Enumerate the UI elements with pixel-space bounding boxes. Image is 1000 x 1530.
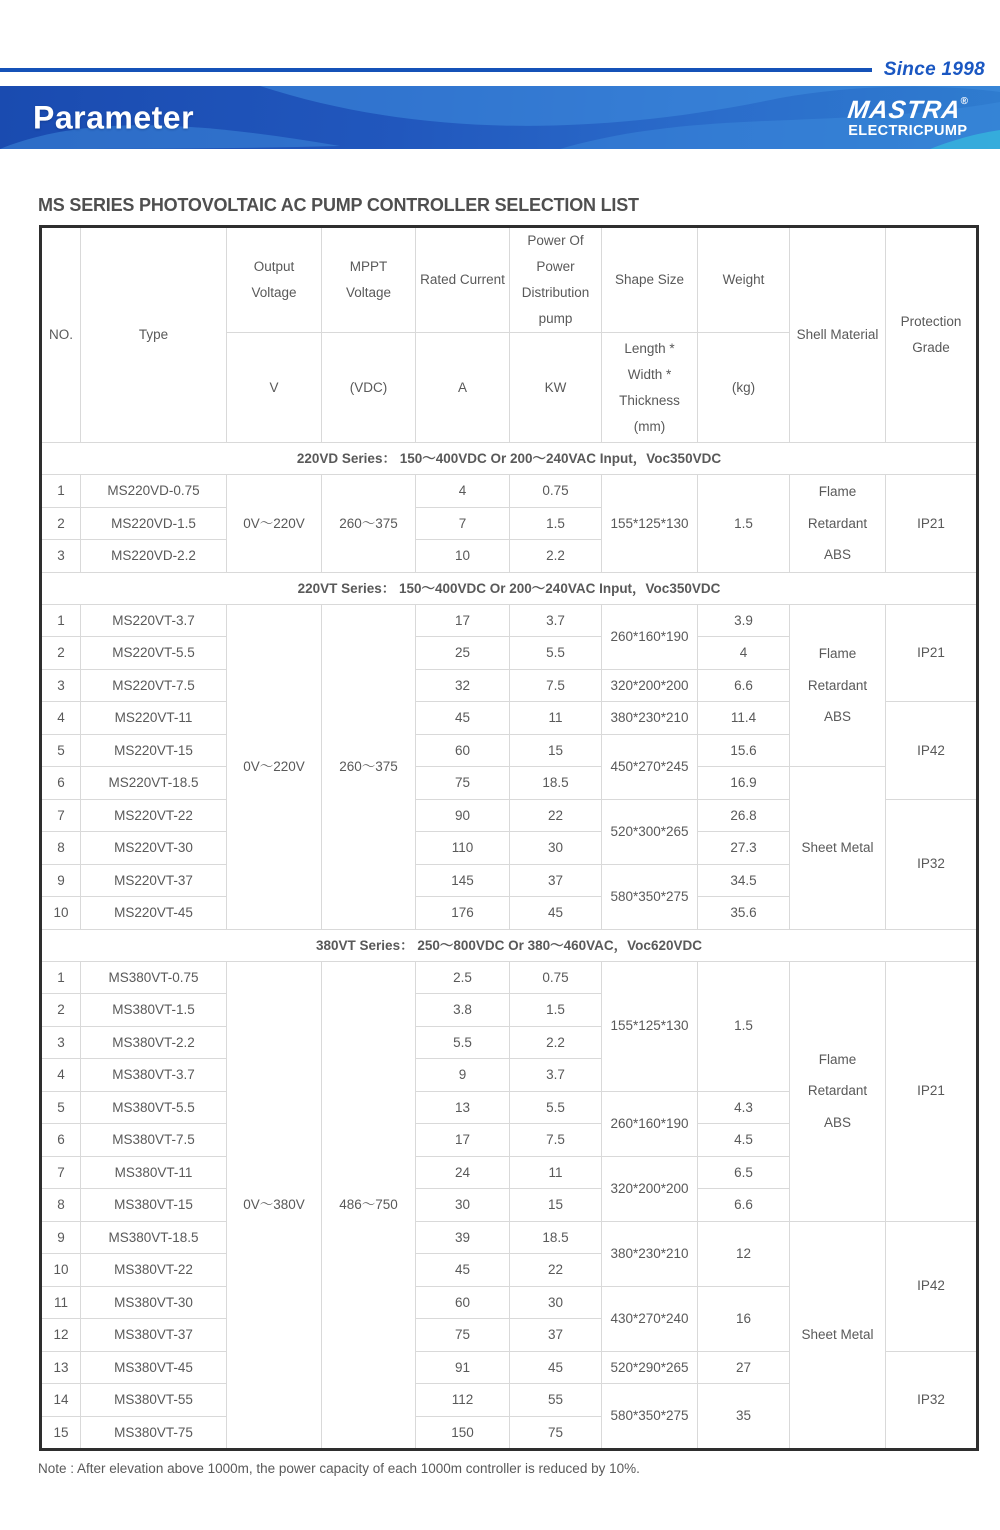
table-cell: MS220VD-0.75	[81, 475, 227, 508]
divider-line	[0, 68, 872, 72]
table-cell: 13	[416, 1091, 510, 1124]
col-header-mppt-voltage: MPPT Voltage	[322, 227, 416, 333]
table-cell: 260～375	[322, 475, 416, 573]
table-cell: MS380VT-22	[81, 1254, 227, 1287]
section-header-row	[41, 443, 978, 475]
table-cell: 380*230*210	[602, 1221, 698, 1286]
table-cell: 4	[416, 475, 510, 508]
table-cell: 7.5	[510, 1124, 602, 1157]
table-cell: 22	[510, 799, 602, 832]
table-cell: 155*125*130	[602, 475, 698, 573]
table-cell: 7	[41, 799, 81, 832]
table-cell: 30	[510, 1286, 602, 1319]
table-cell: 25	[416, 637, 510, 670]
table-row	[41, 604, 978, 637]
table-cell: 90	[416, 799, 510, 832]
table-cell: 75	[510, 1416, 602, 1450]
table-cell: 3	[41, 669, 81, 702]
table-cell: 11	[510, 1156, 602, 1189]
col-header-no: NO.	[41, 227, 81, 443]
table-cell: 8	[41, 1189, 81, 1222]
table-cell: 3	[41, 540, 81, 573]
page-banner	[0, 86, 1000, 149]
table-cell: MS380VT-55	[81, 1384, 227, 1417]
table-cell: 4.5	[698, 1124, 790, 1157]
table-cell: 2	[41, 637, 81, 670]
table-cell: 11	[510, 702, 602, 735]
col-header-type: Type	[81, 227, 227, 443]
brand-logo	[845, 95, 968, 139]
table-cell: MS220VT-30	[81, 832, 227, 865]
brand-wordmark	[845, 95, 968, 124]
table-cell: 450*270*245	[602, 734, 698, 799]
table-cell: Sheet Metal	[790, 767, 886, 930]
table-cell: 27	[698, 1351, 790, 1384]
table-cell: 176	[416, 897, 510, 930]
table-cell: 24	[416, 1156, 510, 1189]
table-cell: 4	[698, 637, 790, 670]
table-cell: 2.2	[510, 540, 602, 573]
table-cell: MS220VD-1.5	[81, 507, 227, 540]
table-cell: IP42	[886, 1221, 978, 1351]
table-cell: MS380VT-11	[81, 1156, 227, 1189]
table-cell: 486～750	[322, 961, 416, 1450]
table-cell: 39	[416, 1221, 510, 1254]
table-head	[41, 227, 978, 443]
table-cell: 5.5	[510, 637, 602, 670]
table-cell: 0V～220V	[227, 604, 322, 929]
table-cell: 60	[416, 734, 510, 767]
table-cell: 3.7	[510, 1059, 602, 1092]
table-cell: MS220VT-45	[81, 897, 227, 930]
table-cell: 260*160*190	[602, 1091, 698, 1156]
table-cell: 6.6	[698, 669, 790, 702]
table-cell: MS220VT-37	[81, 864, 227, 897]
table-cell: 11.4	[698, 702, 790, 735]
table-cell: 3.8	[416, 994, 510, 1027]
registered-mark-icon: ®	[960, 95, 968, 107]
table-cell: 7	[41, 1156, 81, 1189]
table-cell: 320*200*200	[602, 1156, 698, 1221]
table-cell: 5.5	[510, 1091, 602, 1124]
table-row	[41, 961, 978, 994]
table-cell: 5	[41, 1091, 81, 1124]
table-cell: 34.5	[698, 864, 790, 897]
section-title: 220VD Series： 150～400VDC Or 200～240VAC Input，Voc350VDC	[41, 443, 978, 475]
table-cell: 1	[41, 961, 81, 994]
table-cell: 37	[510, 864, 602, 897]
table-cell: Flame Retardant ABS	[790, 475, 886, 573]
unit-shape-size: Length * Width * Thickness (mm)	[602, 333, 698, 443]
table-cell: 17	[416, 1124, 510, 1157]
table-cell: MS380VT-18.5	[81, 1221, 227, 1254]
table-cell: MS220VT-11	[81, 702, 227, 735]
table-cell: 55	[510, 1384, 602, 1417]
table-cell: 26.8	[698, 799, 790, 832]
table-cell: 520*290*265	[602, 1351, 698, 1384]
table-cell: 12	[41, 1319, 81, 1352]
table-cell: 4.3	[698, 1091, 790, 1124]
table-cell: 0V～220V	[227, 475, 322, 573]
table-cell: IP21	[886, 475, 978, 573]
table-cell: 45	[416, 702, 510, 735]
table-cell: 7	[416, 507, 510, 540]
section-title: 380VT Series： 250～800VDC Or 380～460VAC，Voc620VDC	[41, 929, 978, 961]
col-header-output-voltage: Output Voltage	[227, 227, 322, 333]
table-cell: 0V～380V	[227, 961, 322, 1450]
table-cell: 45	[416, 1254, 510, 1287]
table-cell: 0.75	[510, 475, 602, 508]
table-cell: MS220VT-5.5	[81, 637, 227, 670]
table-cell: 30	[416, 1189, 510, 1222]
table-cell: 14	[41, 1384, 81, 1417]
table-cell: 1	[41, 475, 81, 508]
table-cell: MS380VT-37	[81, 1319, 227, 1352]
table-cell: 13	[41, 1351, 81, 1384]
table-cell: 580*350*275	[602, 864, 698, 929]
table-cell: 8	[41, 832, 81, 865]
table-cell: MS380VT-45	[81, 1351, 227, 1384]
table-cell: 10	[416, 540, 510, 573]
table-cell: 260*160*190	[602, 604, 698, 669]
table-cell: 4	[41, 1059, 81, 1092]
col-header-shape-size: Shape Size	[602, 227, 698, 333]
table-cell: 22	[510, 1254, 602, 1287]
table-row	[41, 767, 978, 800]
table-cell: 15	[41, 1416, 81, 1450]
table-cell: 16.9	[698, 767, 790, 800]
col-header-weight: Weight	[698, 227, 790, 333]
table-cell: 3	[41, 1026, 81, 1059]
table-cell: 75	[416, 1319, 510, 1352]
table-cell: 110	[416, 832, 510, 865]
table-cell: 18.5	[510, 1221, 602, 1254]
table-cell: MS380VT-0.75	[81, 961, 227, 994]
section-header-row	[41, 929, 978, 961]
section-title: 220VT Series： 150～400VDC Or 200～240VAC Input，Voc350VDC	[41, 572, 978, 604]
table-cell: 1.5	[510, 507, 602, 540]
table-cell: 520*300*265	[602, 799, 698, 864]
table-cell: MS220VT-15	[81, 734, 227, 767]
table-cell: MS220VT-3.7	[81, 604, 227, 637]
table-cell: 45	[510, 1351, 602, 1384]
table-cell: 9	[416, 1059, 510, 1092]
table-cell: 2.2	[510, 1026, 602, 1059]
since-label: Since 1998	[883, 59, 985, 80]
table-cell: 5	[41, 734, 81, 767]
unit-power: KW	[510, 333, 602, 443]
table-cell: MS380VT-3.7	[81, 1059, 227, 1092]
table-cell: 18.5	[510, 767, 602, 800]
table-cell: 12	[698, 1221, 790, 1286]
table-cell: 10	[41, 897, 81, 930]
table-cell: 3.9	[698, 604, 790, 637]
col-header-protection-grade: Protection Grade	[886, 227, 978, 443]
table-cell: 430*270*240	[602, 1286, 698, 1351]
table-cell: Sheet Metal	[790, 1221, 886, 1450]
table-cell: 1	[41, 604, 81, 637]
table-cell: 6.5	[698, 1156, 790, 1189]
table-cell: 17	[416, 604, 510, 637]
table-cell: 2	[41, 994, 81, 1027]
table-cell: 320*200*200	[602, 669, 698, 702]
page-title: Parameter	[33, 99, 195, 135]
table-cell: IP21	[886, 604, 978, 702]
table-cell: 155*125*130	[602, 961, 698, 1091]
table-cell: 6.6	[698, 1189, 790, 1222]
unit-weight: (kg)	[698, 333, 790, 443]
table-cell: 1.5	[510, 994, 602, 1027]
table-cell: Flame Retardant ABS	[790, 961, 886, 1221]
unit-output-voltage: V	[227, 333, 322, 443]
table-cell: 75	[416, 767, 510, 800]
table-cell: 16	[698, 1286, 790, 1351]
table-cell: IP42	[886, 702, 978, 800]
footnote: Note : After elevation above 1000m, the power capacity of each 1000m controller is reduced by 10%.	[38, 1461, 640, 1476]
table-cell: 4	[41, 702, 81, 735]
table-cell: MS380VT-75	[81, 1416, 227, 1450]
table-cell: 0.75	[510, 961, 602, 994]
table-cell: 45	[510, 897, 602, 930]
table-title: MS SERIES PHOTOVOLTAIC AC PUMP CONTROLLER SELECTION LIST	[38, 195, 639, 215]
table-cell: Flame Retardant ABS	[790, 604, 886, 767]
table-cell: 27.3	[698, 832, 790, 865]
table-cell: 15	[510, 1189, 602, 1222]
table-cell: 7.5	[510, 669, 602, 702]
table-cell: 145	[416, 864, 510, 897]
unit-rated-current: A	[416, 333, 510, 443]
table-cell: MS220VT-18.5	[81, 767, 227, 800]
table-cell: MS380VT-2.2	[81, 1026, 227, 1059]
col-header-power: Power Of Power Distribution pump	[510, 227, 602, 333]
table-cell: MS380VT-1.5	[81, 994, 227, 1027]
table-cell: IP32	[886, 1351, 978, 1450]
table-cell: MS380VT-7.5	[81, 1124, 227, 1157]
table-cell: 15	[510, 734, 602, 767]
since-strip	[0, 60, 1000, 80]
table-cell: 35.6	[698, 897, 790, 930]
table-cell: 35	[698, 1384, 790, 1450]
table-cell: 5.5	[416, 1026, 510, 1059]
table-cell: MS380VT-5.5	[81, 1091, 227, 1124]
table-cell: 1.5	[698, 475, 790, 573]
section-header-row	[41, 572, 978, 604]
table-cell: 37	[510, 1319, 602, 1352]
table-cell: 9	[41, 864, 81, 897]
table-cell: MS380VT-30	[81, 1286, 227, 1319]
table-cell: 1.5	[698, 961, 790, 1091]
table-cell: 11	[41, 1286, 81, 1319]
brand-name: MASTRA	[845, 95, 963, 124]
table-cell: 2.5	[416, 961, 510, 994]
table-cell: 15.6	[698, 734, 790, 767]
header-row-1	[41, 227, 978, 333]
table-cell: 150	[416, 1416, 510, 1450]
table-cell: 32	[416, 669, 510, 702]
table-cell: MS380VT-15	[81, 1189, 227, 1222]
table-cell: 580*350*275	[602, 1384, 698, 1450]
table-cell: IP32	[886, 799, 978, 929]
table-cell: MS220VT-22	[81, 799, 227, 832]
table-row	[41, 1221, 978, 1254]
table-cell: MS220VT-7.5	[81, 669, 227, 702]
table-cell: 91	[416, 1351, 510, 1384]
table-cell: 30	[510, 832, 602, 865]
col-header-rated-current: Rated Current	[416, 227, 510, 333]
table-cell: 60	[416, 1286, 510, 1319]
unit-mppt-voltage: (VDC)	[322, 333, 416, 443]
parameter-table	[39, 225, 979, 1451]
table-cell: 6	[41, 1124, 81, 1157]
table-cell: 10	[41, 1254, 81, 1287]
table-cell: 3.7	[510, 604, 602, 637]
table-cell: IP21	[886, 961, 978, 1221]
table-cell: 260～375	[322, 604, 416, 929]
brand-subtitle: ELECTRICPUMP	[848, 122, 968, 139]
table-cell: 112	[416, 1384, 510, 1417]
table-cell: 380*230*210	[602, 702, 698, 735]
table-cell: 9	[41, 1221, 81, 1254]
table-body	[41, 443, 978, 1450]
table-row	[41, 475, 978, 508]
table-cell: MS220VD-2.2	[81, 540, 227, 573]
table-cell: 6	[41, 767, 81, 800]
col-header-shell-material: Shell Material	[790, 227, 886, 443]
table-cell: 2	[41, 507, 81, 540]
